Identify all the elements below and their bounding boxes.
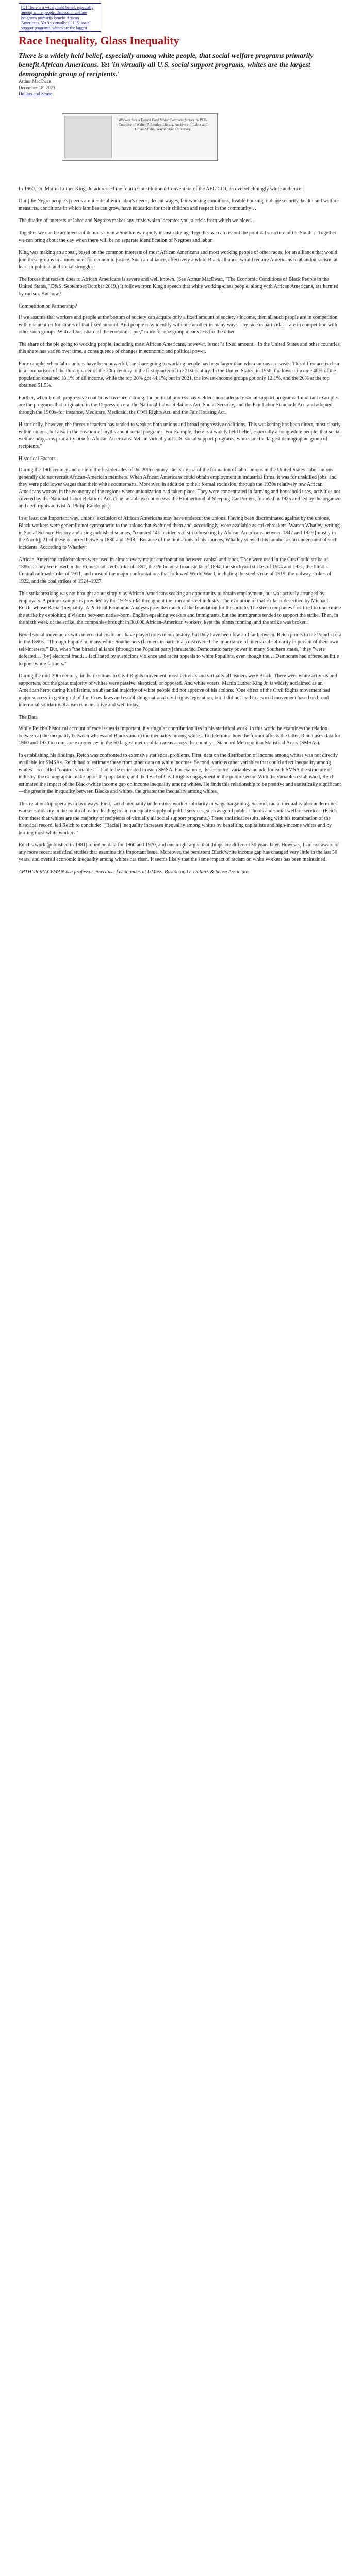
section-heading: Historical Factors: [19, 456, 56, 462]
paragraph: King was making an appeal, based on the common interests of most African Americans and most working people of other races, for an alliance that would join these groups in a movement for economic justice. Such an alliance, effectively a white-Black alliance, would require Americans to abandon racism, at least in political and social struggles.: [19, 250, 338, 270]
quote-paragraph: The duality of interests of labor and Negroes makes any crisis which lacerates you, a crisis from which we bleed…: [19, 218, 256, 224]
paragraph: During the mid-20th century, in the reactions to Civil Rights movement, most activists and virtually all leaders were Black. There were white activists and supporters, but the great majority of whites were passive, skeptical, or opposed. And white voters, Martin Luther King Jr. is widely acclaimed as an American hero, during his lifetime, a substantial majority of white people did not approve of his actions. (One effect of the Civil Rights movement had major success in getting rid of Jim Crow laws and establishing national civil rights legislation, but it did not lead to a social movement based on broad interracial solidarity. Racism remains alive and well today.: [19, 673, 337, 708]
publication-link[interactable]: Dollars and Sense: [19, 91, 52, 96]
author-name: Arthur MacEwan: [19, 79, 51, 84]
paragraph: While Reich's historical account of race issues is important, his singular contribution lies in his statistical work. In this work, he examines the relation between a) the inequality between whites and Blacks and c) the inequality among whites. To determine how the former affects the latter, Reich uses data for 1960 and 1970 to compare experiences in the 50 largest metropolitan areas across the country—Standard Metropolitan Statistical Areas (SMSAs).: [19, 726, 341, 746]
author-bio: ARTHUR MACEWAN is a professor emeritus of economics at UMass–Boston and a Dollars & Sense Associate.: [19, 869, 250, 875]
summary-link[interactable]: [Q] There is a widely held belief, especially among white people, that social welfare programs primarily benefit African Americans. Yet 'in virtually all U.S. social support programs, whites are the largest: [21, 5, 94, 30]
article-photo: [64, 116, 112, 158]
section-heading: Competition or Partnership?: [19, 303, 77, 309]
paragraph: In 1960, Dr. Martin Luther King, Jr. addressed the fourth Constitutional Convention of the AFL-CIO, an overwhelmingly white audience:: [19, 186, 303, 192]
paragraph: If we assume that workers and people at the bottom of society can acquire only a fixed amount of society's income, then all such people are in competition with one another for shares of that fixed amount. And people may identify with one another in many ways – by race in particular – are in competition with other such groups. With a fixed share of the economic "pie," more for one group means less for the other.: [19, 315, 338, 335]
article-title: Race Inequality, Glass Inequality: [19, 34, 179, 47]
paragraph: The forces that racism does to African Americans is severe and well known. (See Arthur MacEwan, "The Economic Conditions of Black People in the United States," D&S, September/October 2019.) It follows from King's speech that white working-class people, along with African Americans, are harmed by racism. But how?: [19, 277, 339, 297]
publish-date: December 18, 2023: [19, 85, 55, 90]
paragraph: Reich's work (published in 1981) relied on data for 1960 and 1970, and one might argue that things are different 50 years later. However, I am not aware of any more recent statistical studies that examine this important issue. Moreover, the persistent Black/white income gap has changed very little in the last 50 years, and overall economic inequality among whites has risen. It seems likely that the same impact of racism on white workers has been maintained.: [19, 842, 339, 862]
article-deck: There is a widely held belief, especially among white people, that social welfare programs primarily benefit African Americans. Yet 'in virtually all U.S. social support programs, whites are the largest demographic group of recipients.': [19, 52, 314, 78]
photo-caption: Workers face a Detroit Ford Motor Company factory in 1936. Courtesy of Walter P. Reuther Library, Archives of Labor and Urban Affairs, Wayne State University.: [118, 118, 208, 131]
paragraph: For example, when labor unions have been powerful, the share going to working people has been larger than when unions are weak. This difference is clear in a comparison of the third quarter of the 20th century to the first quarter of the 21st century. In the United States, in 1956, the lowest-income 40% of the population obtained 18.1% of all income, while the top 20% got 44.1%; but in 2021, the lowest-income groups got only 12.1%, and the 20% at the top obtained 51.5%.: [19, 361, 340, 388]
section-heading: The Data: [19, 715, 38, 720]
article-meta: [19, 78, 173, 97]
paragraph: The share of the pie going to working people, including most African Americans, however, is not "a fixed amount." In the United States and other countries, this share has varied over time, a consequence of changes in economic and political power.: [19, 342, 341, 354]
paragraph: During the 19th century and on into the first decades of the 20th century–the early era of the formation of labor unions in the United States–labor unions generally did not recruit African-American members. When African Americans could obtain employment in industrial firms, it was for unskilled jobs, and they were paid lower wages than their white counterparts. Moreover, in addition to their formal exclusion, through the 1930s relatively few African Americans worked in the economy of the regions where unionization had taken place. They were concentrated in farming and household uses, activities not covered by the National Labor Relations Act. (The notable exception was the Brotherhood of Sleeping Car Porters, founded in 1925 and led by the organizer and civil rights activist A. Philip Randolph.): [19, 467, 342, 509]
quote-paragraph: Our [the Negro people's] needs are identical with labor's needs, decent wages, fair working conditions, livable housing, old age security, health and welfare measures, conditions in which families can grow, have education for their children and respect in the community…: [19, 198, 339, 211]
paragraph: In at least one important way, unions' exclusion of African Americans may have undercut the unions. Having been discriminated against by the unions, Black workers were generally not sympathetic to the unions that excluded them and, accordingly, were available as strikebreakers. Warren Whatley, writing in Social Science History and using published sources, "counted 141 incidents of strikebreaking by African Americans between 1847 and 1929 [mostly in the North]; 21 of these occurred between 1880 and 1919." Because of the limitations of his sources, Whatley viewed this number as an undercount of such incidents. According to Whatley:: [19, 516, 340, 550]
paragraph: In establishing his findings, Reich was confronted to extensive statistical problems. First, data on the distribution of income among whites was not directly available for SMSAs. Reich had to estimate these from other data on white incomes. Second, various other variables that could affect inequality among whites—so-called "control variables"—had to be estimated in each SMSA. For example, these control variables include for each SMSA the structure of industry, the demographic make-up of the population, and the level of Civil Rights engagement in the public sector. With the variables established, Reich estimated the impact of the Black/white income gap on income inequality among whites. He finds this relationship to be positive and statistically significant—the greater the inequality between Blacks and whites, the greater the inequality among whites.: [19, 753, 341, 794]
paragraph: Broad social movements with interracial coalitions have played roles in our history, but they have been few and far between. Reich points to the Populist era in the 1890s: "Through Populism, many white Southerners (farmers in particular) discovered the importance of interracial solidarity in pursuit of their own self-interests." But, when "the biracial alliance [through the Populist party] threatened Democratic party power in many Southern states," they "were defeated… [by] electoral fraud… facilitated by suspicions violence and racist appeals to white Populists, even though the… Democrats had offered as little to poor white farmers.": [19, 632, 342, 667]
quote-paragraph: African-American strikebreakers were used in almost every major confrontation between capital and labor. They were used in the Gus Gould strike of 1886… They were used in the Homestead steel strike of 1892, the Pullman railroad strike of 1894, the stockyard strikes of 1904 and 1921, the Illinois Central railroad strike of 1911, and most of the major confrontations that followed World War I, including the steel strike of 1919, the railway strikes of 1922, and the coal strikes of 1924–1927.: [19, 557, 332, 584]
quote-paragraph: Together we can be architects of democracy in a South now rapidly industrializing. Together we can re-tool the political structure of the South… Together we can bring about the day when there will be no separate identification of Negroes and labor.: [19, 230, 337, 243]
paragraph: This relationship operates in two ways. First, racial inequality undermines worker solidarity in wage bargaining. Second, racial inequality also undermines worker solidarity in the political realm, leading to an inadequate supply of public services, such as good public schools and social welfare services. (Reich from these that whites are the majority of recipients of virtually all social support programs.) These statistical results, along with his examination of the historical record, led Reich to conclude: "[Racial] inequality increases inequality among whites by benefiting capitalists and high-income whites and by hurting most white workers.": [19, 801, 338, 836]
paragraph: Further, when broad, progressive coalitions have been strong, the political process has yielded more adequate social support programs. Important examples are the programs that originated in the Depression era–the National Labor Relations Act, Social Security, and the Fair Labor Standards Act–and adopted through the 1960s–for instance, Medicare, Medicaid, the Civil Rights Act, and the Fair Housing Act.: [19, 395, 339, 415]
image-caption-box: [62, 113, 218, 161]
paragraph: This strikebreaking was not brought about simply by African Americans seeking an opportunity to obtain employment, but was actively arranged by employers. A prime example is provided by the 1919 strike throughout the iron and steel industry. The evolution of that strike is described by Michael Reich, whose Racial Inequality: A Political Economic Analysis provides much of the foundation for this article. The steel companies first tried to undermine the strike by exploiting divisions between native-born, English-speaking workers and immigrants, but the immigrants tended to support the strike. Then, in the sixth week of the strike, the companies brought in 30,000 African-American workers, kept the plants running, and the strike was broken.: [19, 591, 341, 625]
article-body: [19, 185, 342, 881]
paragraph: Historically, however, the forces of racism has tended to weaken both unions and broad progressive coalitions. This weakening has been direct, most clearly within unions, but also in the creation of myths about social programs. For example, there is a widely held belief, especially among white people, that social welfare programs primarily benefit African Americans. Yet "in virtually all U.S. social support programs, whites are the largest demographic group of recipients.": [19, 422, 341, 449]
summary-box: [19, 3, 101, 32]
